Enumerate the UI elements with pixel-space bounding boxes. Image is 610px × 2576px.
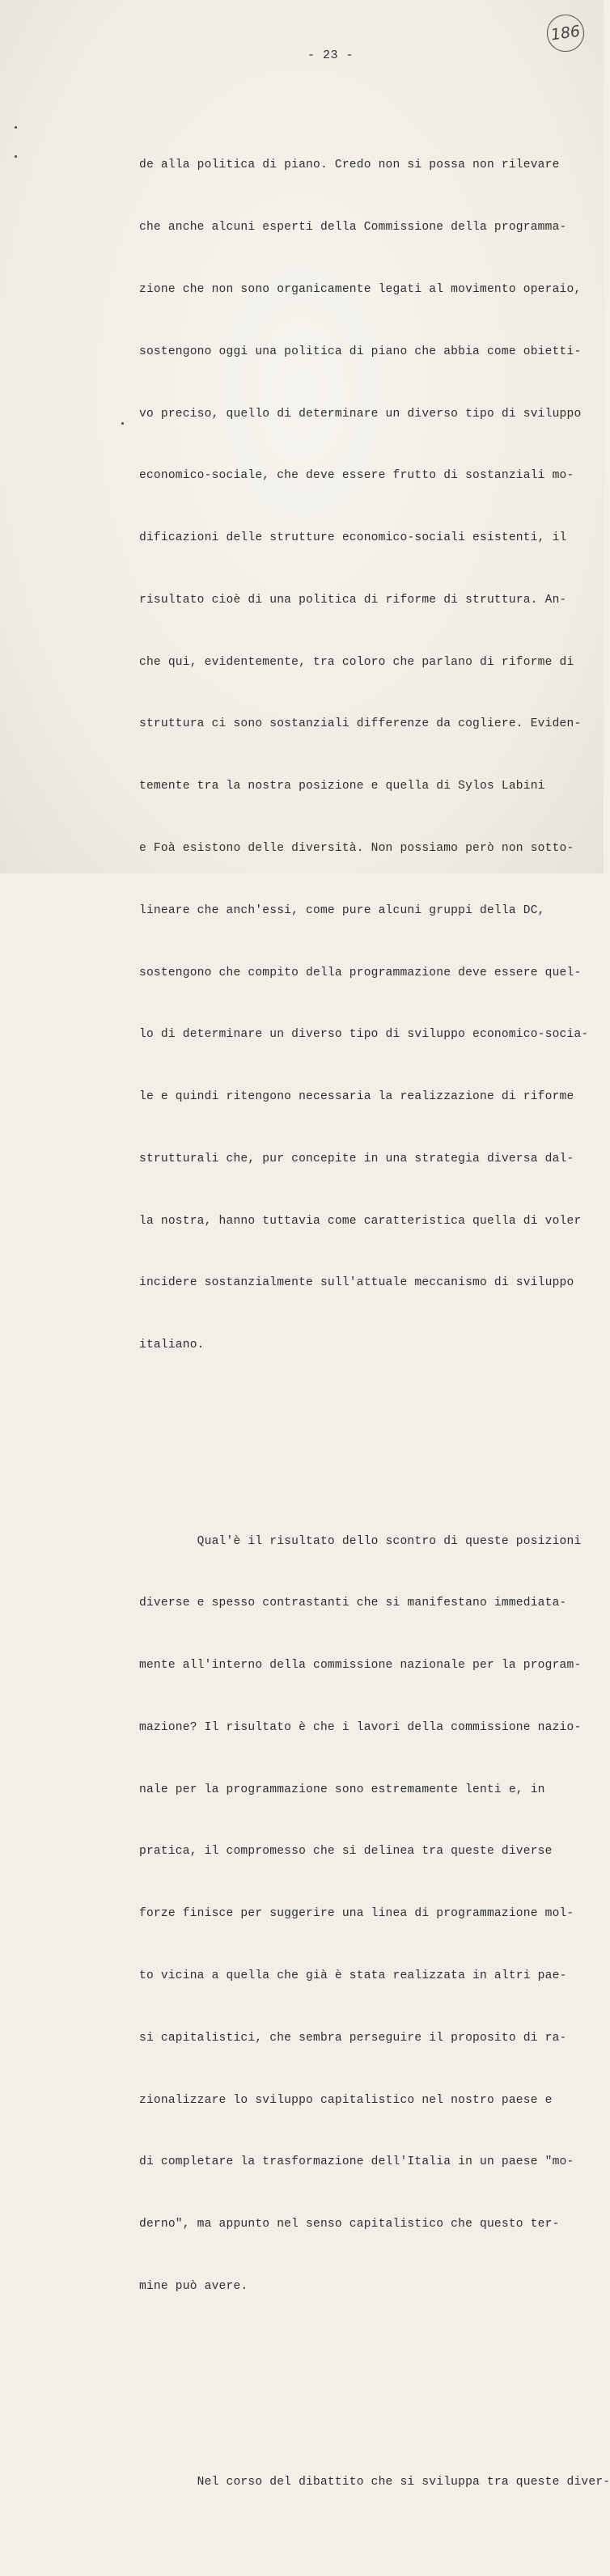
text-line: de alla politica di piano. Credo non si possa non rilevare [139, 159, 560, 172]
margin-mark [15, 126, 17, 129]
text-line: mine può avere. [139, 2279, 248, 2293]
page-number: - 23 - [307, 49, 354, 62]
text-line: la nostra, hanno tuttavia come caratteristica quella di voler [139, 1214, 582, 1228]
text-line: vo preciso, quello di determinare un diverso tipo di sviluppo [139, 407, 582, 421]
text-line: economico-sociale, che deve essere frutto di sostanziali mo- [139, 469, 574, 483]
text-line: derno", ma appunto nel senso capitalistico che questo ter- [139, 2218, 560, 2231]
text-line: lo di determinare un diverso tipo di sviluppo economico-socia- [139, 1028, 589, 1042]
text-line: mazione? Il risultato è che i lavori della commissione nazio- [139, 1720, 582, 1734]
text-line: incidere sostanzialmente sull'attuale meccanismo di sviluppo [139, 1276, 574, 1290]
text-line: e Foà esistono delle diversità. Non possiamo però non sotto- [139, 841, 574, 855]
archive-stamp-number: 186 [549, 22, 582, 44]
text-line: sostengono che compito della programmazione deve essere quel- [139, 966, 582, 979]
paragraph-gap [139, 2380, 592, 2390]
text-line: zionalizzare lo sviluppo capitalistico nel nostro paese e [139, 2093, 553, 2107]
margin-mark [15, 155, 17, 158]
text-line: si capitalistici, che sembra perseguire il proposito di ra- [139, 2031, 567, 2045]
text-line: Qual'è il risultato dello scontro di queste posizioni [139, 1534, 582, 1548]
text-line: to vicina a quella che già è stata realizzata in altri pae- [139, 1969, 567, 1983]
text-line: diverse e spesso contrastanti che si manifestano immediata- [139, 1597, 567, 1610]
text-line: che qui, evidentemente, tra coloro che parlano di riforme di [139, 655, 574, 669]
text-line: nale per la programmazione sono estremamente lenti e, in [139, 1783, 545, 1796]
paragraph-2 [139, 1490, 592, 2338]
text-line: struttura ci sono sostanziali differenze da cogliere. Eviden- [139, 717, 582, 731]
text-line: Nel corso del dibattito che si sviluppa tra queste diver- [139, 2476, 610, 2489]
paragraph-3 [139, 2431, 610, 2535]
text-line: pratica, il compromesso che si delinea tra queste diverse [139, 1845, 553, 1859]
paragraph-gap [139, 1439, 592, 1449]
text-line: le e quindi ritengono necessaria la realizzazione di riforme [139, 1090, 574, 1104]
text-line: mente all'interno della commissione nazionale per la program- [139, 1659, 582, 1673]
text-line: temente tra la nostra posizione e quella di Sylos Labini [139, 780, 545, 793]
text-line: strutturali che, pur concepite in una strategia diversa dal- [139, 1152, 574, 1165]
text-line: di completare la trasformazione dell'Italia in un paese "mo- [139, 2155, 574, 2169]
archive-stamp [544, 12, 587, 54]
paragraph-1 [139, 114, 592, 1398]
text-line: forze finisce per suggerire una linea di programmazione mol- [139, 1907, 574, 1921]
text-line: che anche alcuni esperti della Commissione della programma- [139, 221, 567, 235]
body-text [139, 73, 610, 2576]
text-line: sostengono oggi una politica di piano che abbia come obietti- [139, 345, 582, 358]
text-line: italiano. [139, 1339, 205, 1352]
text-line: lineare che anch'essi, come pure alcuni gruppi della DC, [139, 903, 545, 917]
text-line: zione che non sono organicamente legati al movimento operaio, [139, 282, 582, 296]
margin-mark [121, 422, 124, 425]
text-line: dificazioni delle strutture economico-sociali esistenti, il [139, 531, 567, 545]
text-line: risultato cioè di una politica di riforme di struttura. An- [139, 593, 567, 607]
